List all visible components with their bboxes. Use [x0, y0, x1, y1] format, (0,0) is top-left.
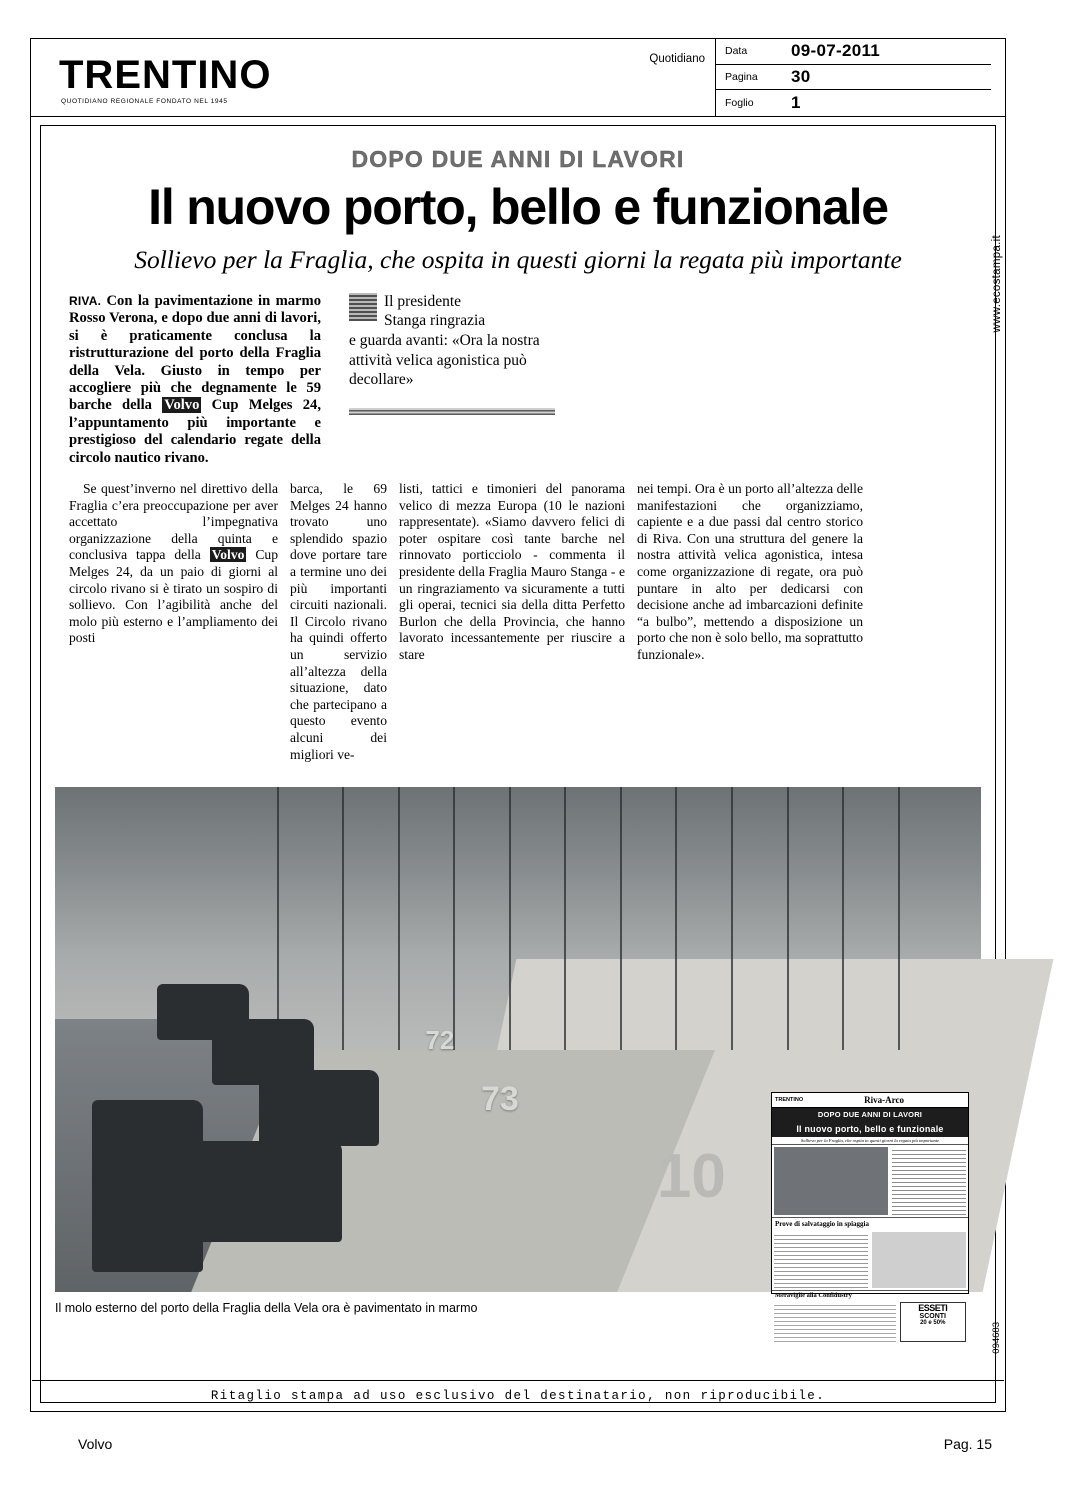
thumbnail-text	[892, 1147, 966, 1215]
footer-keyword: Volvo	[78, 1436, 113, 1452]
pull-quote-line-1: Il presidente	[384, 293, 462, 310]
page-footer	[0, 1436, 1070, 1452]
photo-caption: Il molo esterno del porto della Fraglia della Vela ora è pavimentato in marmo	[55, 1301, 478, 1316]
pull-quote-body: e guarda avanti: «Ora la nostra attività velica agonistica può decollare»	[349, 332, 540, 388]
newspaper-name: TRENTINO	[59, 53, 272, 97]
paragraph: barca, le 69 Melges 24 hanno trovato uno splendido spazio dove portare tare a termine uno dei più importanti circuiti nazionali. Il Circolo rivano ha quindi offerto un servizio all’altezza della situazione, dato che partecipano a questo evento alcuni dei migliori ve-	[290, 481, 387, 762]
metadata-row	[716, 90, 991, 116]
metadata-value: 09-07-2011	[791, 41, 881, 61]
advert-discount: 20 e 50%	[920, 1320, 946, 1327]
pull-quote-line-2: Stanga ringrazia	[384, 311, 486, 329]
metadata-label: Pagina	[725, 70, 758, 83]
highlighted-keyword: Volvo	[164, 397, 200, 414]
thumbnail-advert	[900, 1302, 966, 1342]
advert-title: ESSETI	[918, 1303, 948, 1314]
thumbnail-photo	[774, 1147, 888, 1215]
usage-notice: Ritaglio stampa ad uso esclusivo del destinatario, non riproducibile.	[32, 1380, 1004, 1411]
paragraph: listi, tattici e timonieri del panorama velico di mezza Europa (10 le nazioni rappresentate). «Siamo davvero felici di poter ospitare così tante barche nel rinnovato porticciolo - commenta il presidente della Fraglia Mauro Stanga - e un ringraziamento va sicuramente a tutti gli operai, tecnici sia della ditta Perfetto Burlon che della Provincia, che hanno lavorato incessantemente per riuscire a stare	[399, 481, 625, 662]
metadata-row	[716, 65, 991, 91]
masthead	[31, 39, 1005, 117]
thumbnail-header	[772, 1093, 968, 1108]
text-column-3	[399, 481, 625, 763]
column1-part1: Se quest’inverno nel direttivo della Fraglia c’era preoccupazione per aver accettato l’impegnativa organizzazione della quinta e conclusiva tappa della	[69, 481, 278, 563]
photo-boat	[259, 1070, 379, 1146]
pull-quote-head	[349, 293, 557, 330]
metadata-label: Foglio	[725, 96, 754, 109]
thumbnail-subheadline-3: Meraviglie alla Confidustry	[772, 1290, 968, 1300]
periodicity-label: Quotidiano	[649, 53, 705, 65]
page-thumbnail	[771, 1092, 969, 1327]
clipping-frame	[30, 38, 1006, 1412]
photo-number-72: 72	[425, 1024, 455, 1055]
paragraph	[69, 481, 278, 647]
newspaper-logo	[59, 55, 271, 105]
photo-number-73: 73	[480, 1080, 519, 1119]
thumbnail-row-2	[772, 1230, 968, 1290]
pull-quote-box	[349, 293, 557, 467]
thumbnail-text	[774, 1302, 896, 1342]
photo-boat	[92, 1100, 203, 1272]
photo-boat	[194, 1141, 342, 1242]
newspaper-tagline: QUOTIDIANO REGIONALE FONDATO NEL 1945	[61, 98, 228, 105]
text-column-1	[69, 481, 278, 763]
text-columns	[69, 481, 969, 763]
thumbnail-kicker: DOPO DUE ANNI DI LAVORI	[772, 1108, 968, 1121]
article-subheadline: Sollievo per la Fraglia, che ospita in questi giorni la regata più importante	[134, 245, 902, 274]
source-url: www.ecostampa.it	[991, 235, 1003, 333]
lead-text-part2: Cup Melges 24, l’appuntamento più importante e prestigioso del calendario regate della circolo nautico rivano.	[69, 397, 321, 466]
article-kicker: DOPO DUE ANNI DI LAVORI	[351, 146, 685, 172]
lead-text-part1: Con la pavimentazione in marmo Rosso Verona, e dopo due anni di lavori, si è praticamente conclusa la ristrutturazione del porto della Fraglia della Vela. Giusto in tempo per accogliere più che degnamente le 59 barche della	[69, 293, 321, 414]
article-border	[40, 125, 996, 1403]
metadata-value: 1	[791, 92, 801, 112]
thumbnail-text	[774, 1232, 868, 1288]
column1-part2: Cup Melges 24, da un paio di giorni al circolo rivano si è tirato un sospiro di sollievo. Con l’agibilità anche del molo più esterno e l’ampliamento dei posti	[69, 547, 278, 646]
datelinet: RIVA.	[69, 294, 102, 308]
pull-quote-lines	[384, 293, 485, 330]
thumbnail-brand: TRENTINO	[775, 1097, 804, 1104]
thumbnail-photo	[872, 1232, 966, 1288]
thumbnail-section: Riva-Arco	[864, 1095, 904, 1106]
article-headline: Il nuovo porto, bello e funzionale	[148, 179, 888, 235]
photo-number-10: 10	[656, 1141, 726, 1211]
thumbnail-headline: Il nuovo porto, bello e funzionale	[772, 1121, 968, 1137]
lead-section	[69, 293, 969, 467]
footer-page-number: Pag. 15	[943, 1436, 992, 1452]
thumbnail-row-1	[772, 1144, 968, 1217]
pull-quote-rule	[349, 408, 555, 415]
lead-paragraph	[69, 293, 321, 467]
text-column-4	[637, 481, 863, 763]
paragraph: nei tempi. Ora è un porto all’altezza delle manifestazioni che organizziamo, capiente e a due passi dal centro storico di Riva. Con una struttura del genere la nostra attività velica agonistica, intesa come organizzazione di regate, ora può puntare in alto per dedicarsi con decisione anche ad imbarcazioni definite “a bulbo”, mettendo a disposizione un porto che non è solo bello, ma soprattutto funzionale».	[637, 481, 863, 662]
metadata-value: 30	[791, 66, 811, 86]
clipping-code: 094683	[991, 1322, 1002, 1354]
highlighted-keyword: Volvo	[211, 547, 245, 563]
article-clipping	[31, 117, 1005, 1412]
thumbnail-subhead: Sollievo per la Fraglia, che ospita in questi giorni la regata più importante	[800, 1138, 940, 1144]
thumbnail-subheadline-2: Prove di salvataggio in spiaggia	[772, 1217, 968, 1230]
metadata-label: Data	[725, 45, 748, 58]
text-column-2	[290, 481, 387, 763]
advert-offer: SCONTI	[919, 1313, 946, 1321]
article-body	[69, 293, 969, 763]
decorative-square-icon	[349, 293, 377, 321]
clipping-metadata	[715, 39, 991, 116]
metadata-row	[716, 39, 991, 65]
thumbnail-row-3	[772, 1300, 968, 1344]
